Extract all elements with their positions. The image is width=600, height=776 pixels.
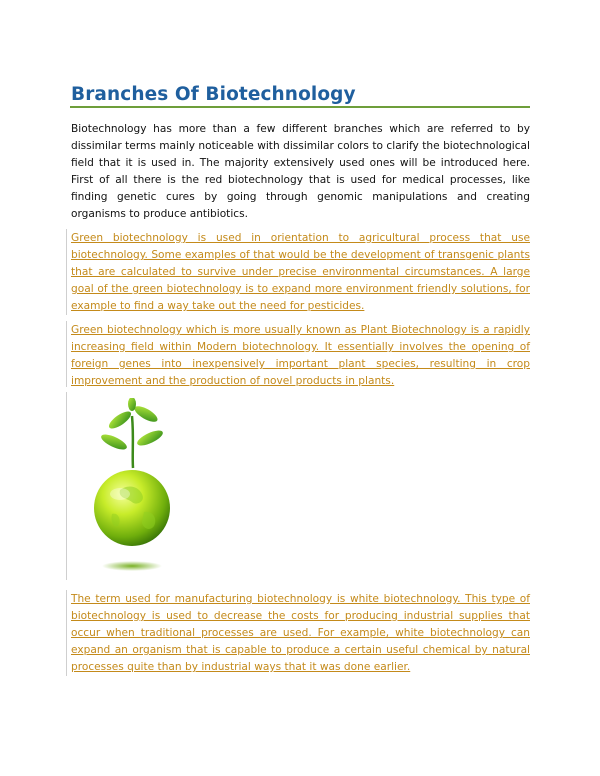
intro-paragraph: Biotechnology has more than a few different branches which are referred to by dissimilar terms mainly noticeable with dissimilar colors to clarify the biotechnological field that it is used in. The majority extensively used ones will be introduced here. First of all there is the red biotechnology that is used for medical processes, like finding genetic cures by going through genomic manipulations and creating organisms to produce antibiotics. — [71, 123, 530, 220]
white-biotech-paragraph[interactable]: The term used for manufacturing biotechnology is white biotechnology. This type of biotechnology is used to decrease the costs for producing industrial supplies that occur when traditional processes are used. For example, white biotechnology can expand an organism that is capable to produce a certain useful chemical by natural processes quite than by industrial ways that it was done earlier. — [71, 593, 530, 673]
paragraph-side-bar — [66, 321, 67, 387]
title-underline-rule — [70, 106, 530, 108]
globe-with-sprout-icon — [92, 398, 170, 576]
paragraph-side-bar — [66, 229, 67, 315]
document-title: Branches Of Biotechnology — [71, 84, 356, 105]
image-side-bar — [66, 392, 67, 580]
paragraph-side-bar — [66, 590, 67, 676]
green-biotech-paragraph-2[interactable]: Green biotechnology which is more usually known as Plant Biotechnology is a rapidly increasing field within Modern biotechnology. It essentially involves the opening of foreign genes into inexpensively important plant species, resulting in crop improvement and the production of novel products in plants. — [71, 324, 530, 387]
green-biotech-paragraph-1[interactable]: Green biotechnology is used in orientation to agricultural process that use biotechnology. Some examples of that would be the development of transgenic plants that are calculated to survive under precise environmental circumstances. A large goal of the green biotechnology is to expand more environment friendly solutions, for example to find a way take out the need for pesticides. — [71, 232, 530, 312]
